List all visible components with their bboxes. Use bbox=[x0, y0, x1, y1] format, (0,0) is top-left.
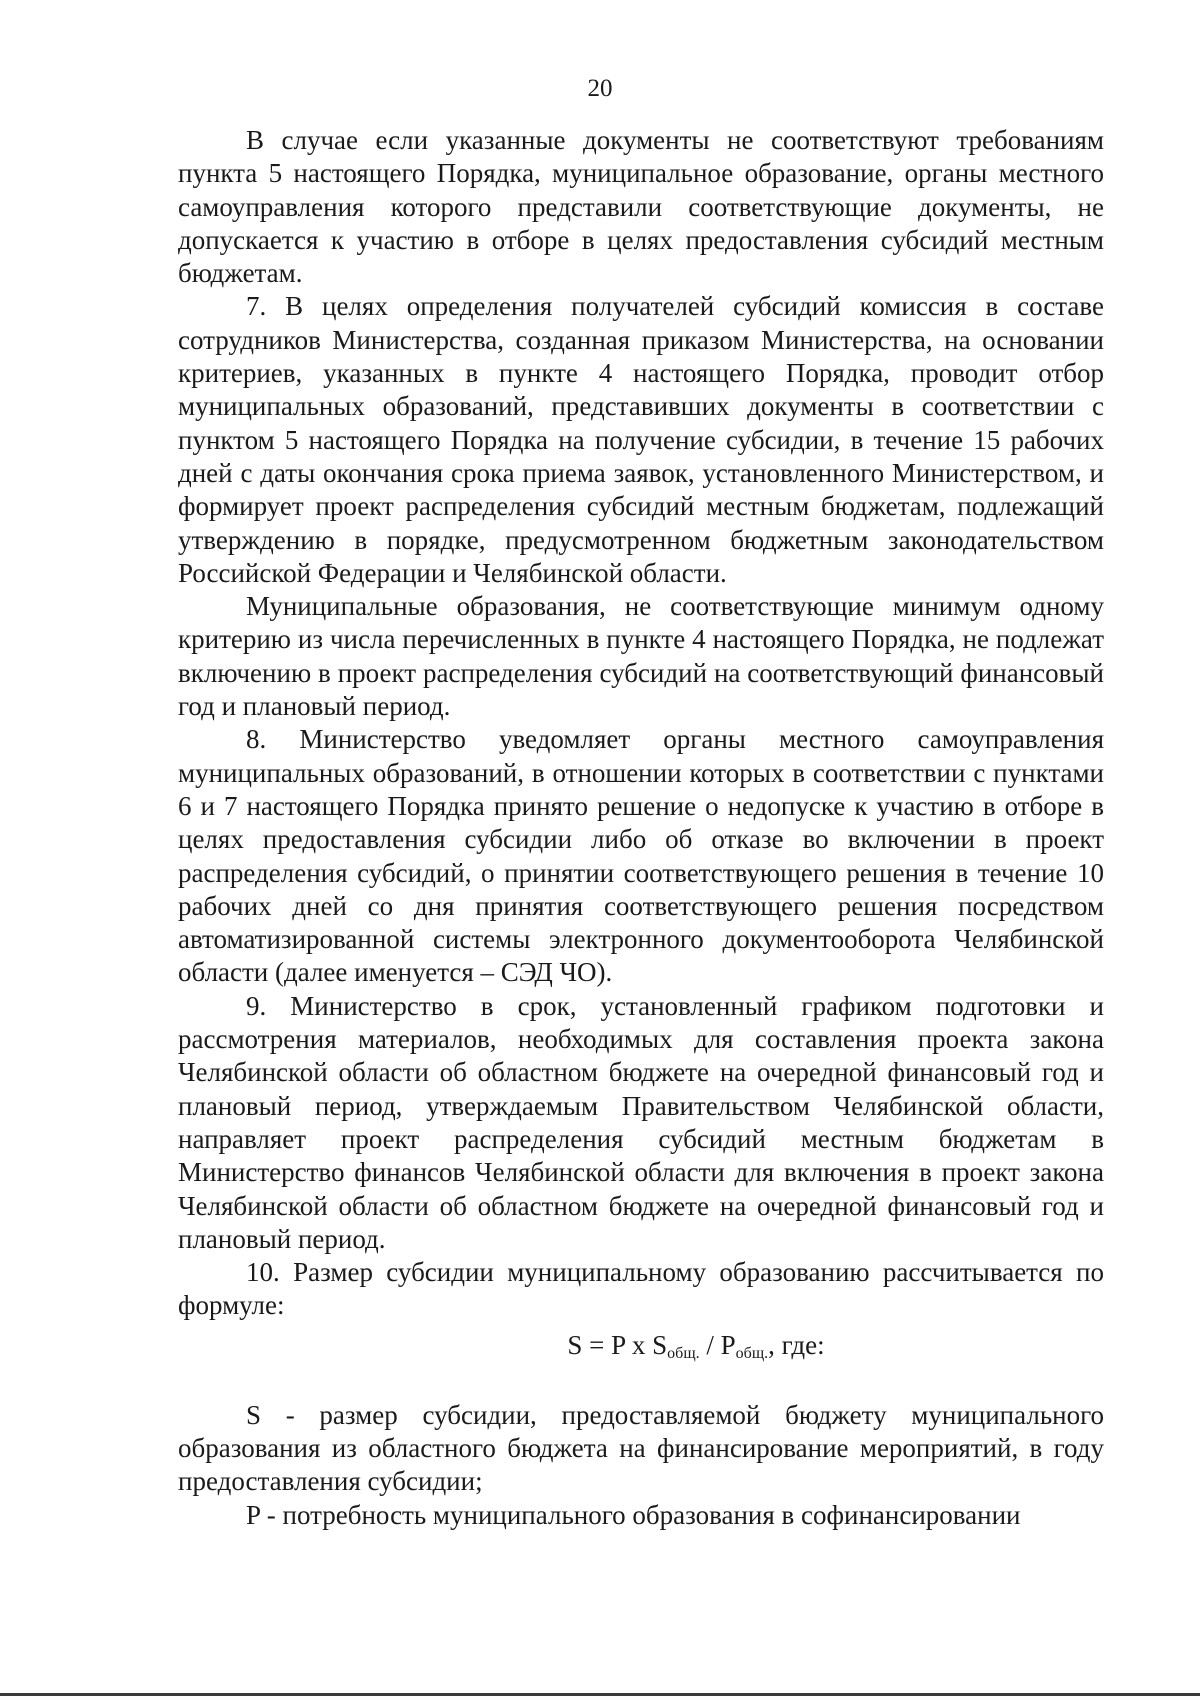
paragraph-noncompliant-municipalities: Муниципальные образования, не соответствующие минимум одному критерию из числа перечисленных в пункте 4 настоящего Порядка, не подлежат включению в проект распределения субсидий на соответствующий финансовый год и плановый период. bbox=[178, 591, 1104, 722]
paragraph-item-9: 9. Министерство в срок, установленный графиком подготовки и рассмотрения материалов, необходимых для составления проекта закона Челябинской области об областном бюджете на очередной финансовый год и плановый период, утверждаемым Правительством Челябинской области, направляет проект распределения субсидий местным бюджетам в Министерство финансов Челябинской области для включения в проект закона Челябинской области об областном бюджете на очередной финансовый год и плановый период. bbox=[178, 990, 1104, 1254]
formula-subscript-2: общ. bbox=[735, 1344, 769, 1362]
formula-divide: / P bbox=[699, 1329, 736, 1360]
paragraph-item-10: 10. Размер субсидии муниципальному образованию рассчитывается по формуле: bbox=[178, 1257, 1104, 1321]
paragraph-item-8: 8. Министерство уведомляет органы местного самоуправления муниципальных образований, в отношении которых в соответствии с пунктами 6 и 7 настоящего Порядка принято решение о недопуске к участию в отборе в целях предоставления субсидии либо об отказе во включении в проект распределения субсидий, о принятии соответствующего решения в течение 10 рабочих дней со дня принятия соответствующего решения посредством автоматизированной системы электронного документооборота Челябинской области (далее именуется – СЭД ЧО). bbox=[178, 724, 1104, 988]
formula-tail: , где: bbox=[768, 1329, 825, 1360]
page-number: 20 bbox=[587, 75, 613, 102]
document-body bbox=[178, 124, 1104, 1532]
formula-subscript-1: общ. bbox=[667, 1344, 700, 1362]
bottom-scan-edge bbox=[0, 1693, 1200, 1696]
definition-s: S - размер субсидии, предоставляемой бюджету муниципального образования из областного бюджета на финансирование мероприятий, в году предоставления субсидии; bbox=[178, 1399, 1104, 1497]
formula-left: S = P x S bbox=[567, 1329, 668, 1360]
subsidy-formula bbox=[178, 1329, 1104, 1399]
paragraph-item-7: 7. В целях определения получателей субсидий комиссия в составе сотрудников Министерства, созданная приказом Министерства, на основании критериев, указанных в пункте 4 настоящего Порядка, проводит отбор муниципальных образований, представивших документы в соответствии с пунктом 5 настоящего Порядка на получение субсидии, в течение 15 рабочих дней с даты окончания срока приема заявок, установленного Министерством, и формирует проект распределения субсидий местным бюджетам, подлежащий утверждению в порядке, предусмотренном бюджетным законодательством Российской Федерации и Челябинской области. bbox=[178, 291, 1104, 588]
paragraph-documents-noncompliance: В случае если указанные документы не соответствуют требованиям пункта 5 настоящего Порядка, муниципальное образование, органы местного самоуправления которого представили соответствующие документы, не допускается к участию в отборе в целях предоставления субсидий местным бюджетам. bbox=[178, 125, 1104, 289]
definition-p: P - потребность муниципального образования в софинансировании bbox=[246, 1499, 1021, 1530]
